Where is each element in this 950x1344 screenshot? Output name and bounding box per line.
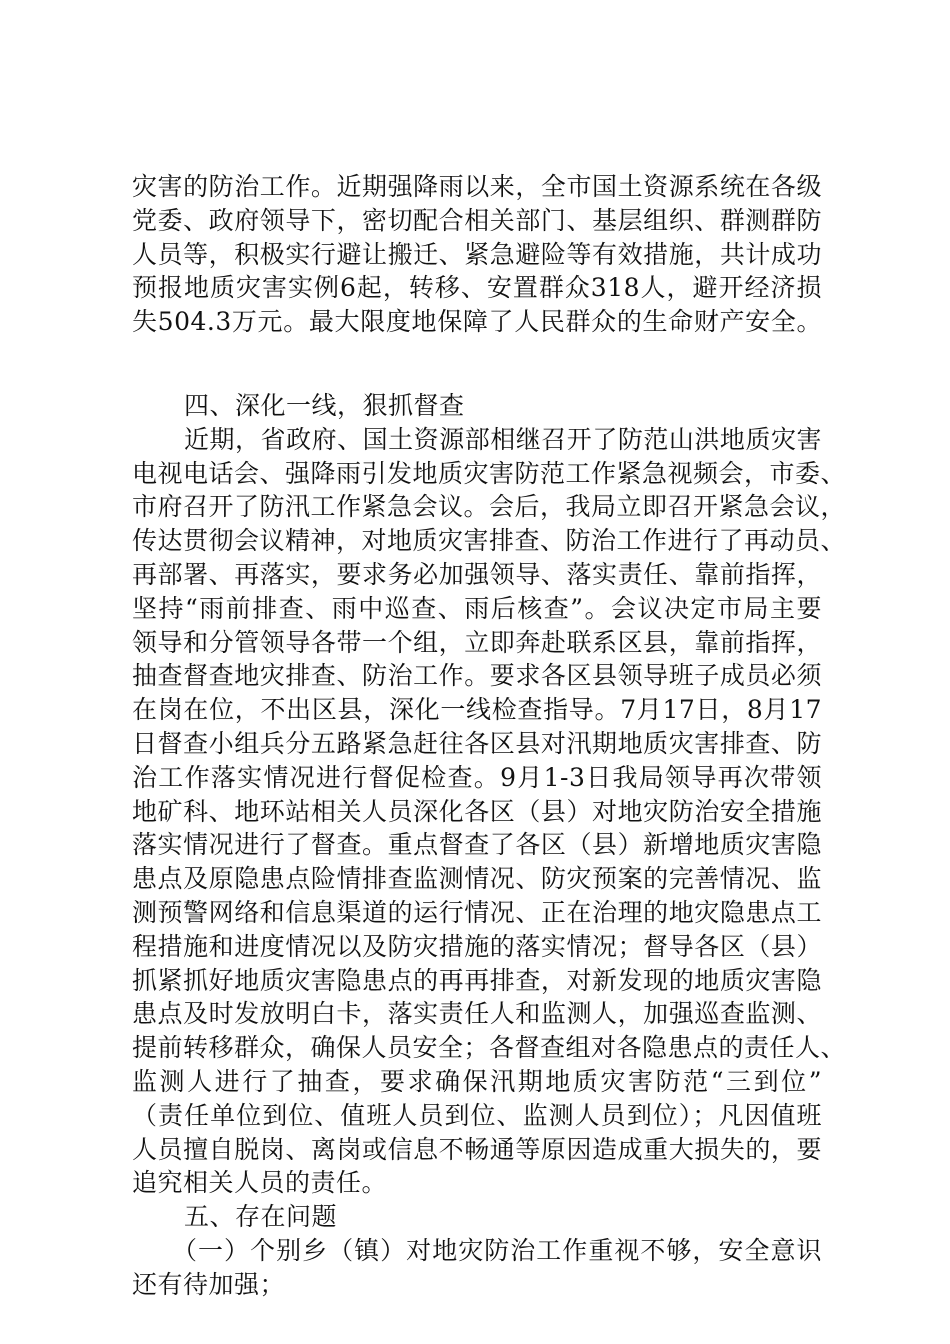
paragraph-problem-1: [132, 1234, 822, 1302]
text-line: 监测人进行了抽查，要求确保汛期地质灾害防范“三到位”: [132, 1066, 822, 1096]
text-line: 近期，省政府、国土资源部相继召开了防范山洪地质灾害: [184, 424, 822, 454]
text-line: 患点及时发放明白卡，落实责任人和监测人，加强巡查监测、: [132, 999, 822, 1029]
text-line: 预报地质灾害实例6起，转移、安置群众318人，避开经济损: [132, 273, 822, 303]
text-line: 患点及原隐患点险情排查监测情况、防灾预案的完善情况、监: [132, 864, 822, 894]
section-heading-4: 四、深化一线，狠抓督查: [184, 390, 465, 420]
text-line: （责任单位到位、值班人员到位、监测人员到位）；凡因值班: [132, 1100, 822, 1130]
text-line: 抽查督查地灾排查、防治工作。要求各区县领导班子成员必须: [132, 661, 822, 691]
text-line: 灾害的防治工作。近期强降雨以来，全市国土资源系统在各级: [132, 172, 822, 201]
text-line: 治工作落实情况进行督促检查。9月1-3日我局领导再次带领: [132, 762, 822, 792]
text-line: 程措施和进度情况以及防灾措施的落实情况；督导各区（县）: [132, 931, 822, 961]
text-line: （一）个别乡（镇）对地灾防治工作重视不够，安全意识: [172, 1235, 822, 1265]
paragraph-supervision: [132, 423, 847, 1200]
paragraph-gap: [132, 339, 822, 389]
text-line: 日督查小组兵分五路紧急赶往各区县对汛期地质灾害排查、防: [132, 728, 822, 758]
text-line: 在岗在位，不出区县，深化一线检查指导。7月17日，8月17: [132, 695, 822, 725]
text-line: 地矿科、地环站相关人员深化各区（县）对地灾防治安全措施: [132, 796, 822, 826]
text-line: 测预警网络和信息渠道的运行情况、正在治理的地灾隐患点工: [132, 897, 822, 927]
text-line: 追究相关人员的责任。: [132, 1168, 388, 1198]
text-line: 提前转移群众，确保人员安全；各督查组对各隐患点的责任人、: [132, 1033, 847, 1063]
text-line: 人员擅自脱岗、离岗或信息不畅通等原因造成重大损失的，要: [132, 1134, 822, 1164]
text-line: 传达贯彻会议精神，对地质灾害排查、防治工作进行了再动员、: [132, 526, 847, 556]
text-line: 再部署、再落实，要求务必加强领导、落实责任、靠前指挥，: [132, 559, 822, 589]
text-line: 还有待加强；: [132, 1269, 286, 1299]
text-line: 电视电话会、强降雨引发地质灾害防范工作紧急视频会，市委、: [132, 458, 847, 488]
text-line: 失504.3万元。最大限度地保障了人民群众的生命财产安全。: [132, 307, 822, 337]
text-line: 党委、政府领导下，密切配合相关部门、基层组织、群测群防: [132, 205, 822, 235]
text-line: 市府召开了防汛工作紧急会议。会后，我局立即召开紧急会议，: [132, 492, 847, 522]
text-line: 人员等，积极实行避让搬迁、紧急避险等有效措施，共计成功: [132, 239, 822, 269]
section-heading-5: 五、存在问题: [184, 1202, 338, 1232]
text-line: 坚持“雨前排查、雨中巡查、雨后核查”。会议决定市局主要: [132, 593, 822, 623]
paragraph-disaster-summary: [132, 170, 822, 339]
text-line: 领导和分管领导各带一个组，立即奔赴联系区县，靠前指挥，: [132, 627, 822, 657]
document-page: [132, 170, 847, 1302]
text-line: 落实情况进行了督查。重点督查了各区（县）新增地质灾害隐: [132, 830, 822, 860]
text-line: 抓紧抓好地质灾害隐患点的再再排查，对新发现的地质灾害隐: [132, 965, 822, 995]
